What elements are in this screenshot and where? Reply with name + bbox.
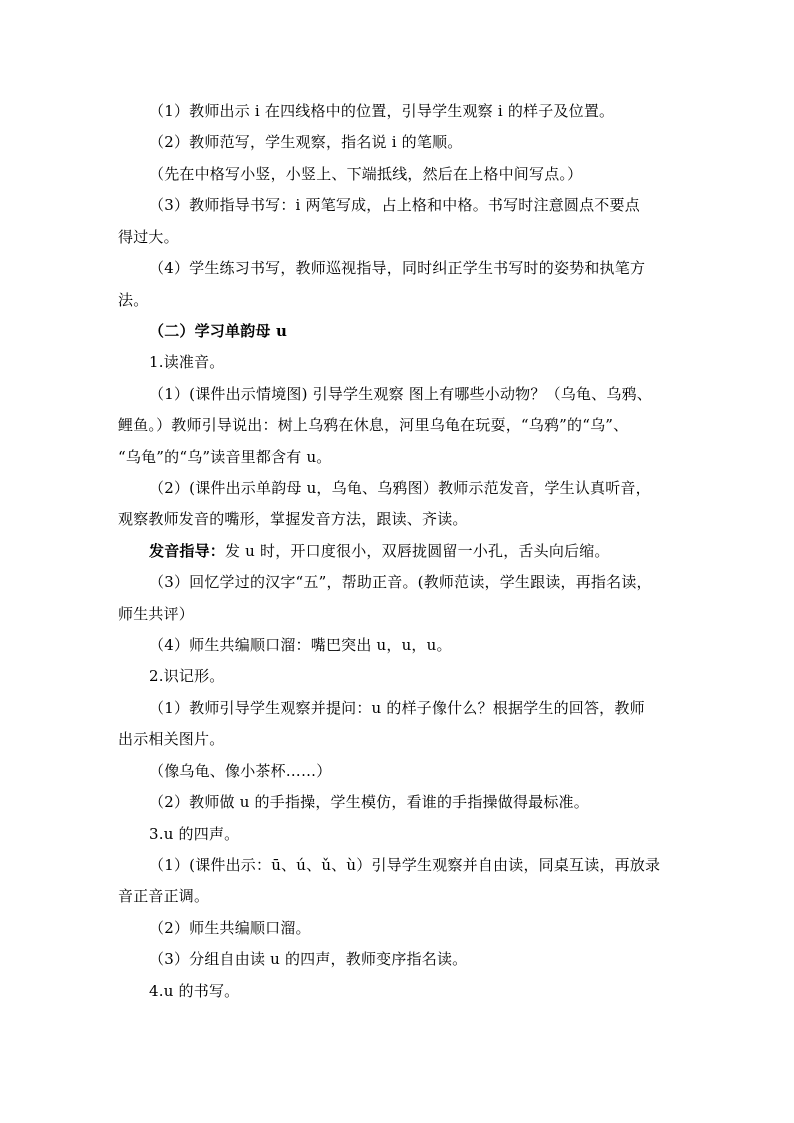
subsection-heading: 4.u 的书写。 bbox=[149, 982, 240, 1000]
paragraph-line: （3）回忆学过的汉字“五”，帮助正音。(教师范读，学生跟读，再指名读， bbox=[149, 573, 652, 591]
paragraph-line: 音正音正调。 bbox=[118, 887, 210, 905]
paragraph-line: “乌龟”的“乌”读音里都含有 u。 bbox=[118, 448, 332, 466]
pronunciation-guide bbox=[149, 541, 679, 561]
paragraph-line: （2）教师范写，学生观察，指名说 i 的笔顺。 bbox=[149, 133, 463, 151]
paragraph-line: （2）师生共编顺口溜。 bbox=[149, 919, 311, 937]
section-heading: （二）学习单韵母 u bbox=[149, 322, 288, 340]
subsection-heading: 2.识记形。 bbox=[149, 667, 225, 685]
paragraph-line: 得过大。 bbox=[118, 228, 179, 246]
pronunciation-guide-label: 发音指导： bbox=[149, 542, 226, 560]
paragraph-line: 出示相关图片。 bbox=[118, 730, 225, 748]
paragraph-line: （先在中格写小竖，小竖上、下端抵线，然后在上格中间写点。） bbox=[149, 165, 583, 183]
paragraph-line: （4）师生共编顺口溜：嘴巴突出 u，u，u。 bbox=[149, 636, 452, 654]
paragraph-line: （1）(课件出示：ū、ú、ǔ、ù）引导学生观察并自由读，同桌互读，再放录 bbox=[149, 856, 661, 874]
paragraph-line: （3）分组自由读 u 的四声，教师变序指名读。 bbox=[149, 950, 468, 968]
paragraph-line: （4）学生练习书写，教师巡视指导，同时纠正学生书写时的姿势和执笔方 bbox=[149, 259, 646, 277]
paragraph-line: （1）(课件出示情境图) 引导学生观察 图上有哪些小动物？（乌龟、乌鸦、 bbox=[149, 385, 652, 403]
paragraph-line: （2）(课件出示单韵母 u，乌龟、乌鸦图）教师示范发音，学生认真听音， bbox=[149, 479, 651, 497]
paragraph-line: 法。 bbox=[118, 291, 149, 309]
paragraph-line: （像乌龟、像小茶杯……） bbox=[149, 762, 332, 780]
paragraph-line: 鲤鱼。）教师引导说出：树上乌鸦在休息，河里乌龟在玩耍，“乌鸦”的“乌”、 bbox=[118, 416, 629, 434]
paragraph-line: （2）教师做 u 的手指操，学生模仿，看谁的手指操做得最标准。 bbox=[149, 793, 589, 811]
subsection-heading: 3.u 的四声。 bbox=[149, 825, 240, 843]
pronunciation-guide-text: 发 u 时，开口度很小，双唇拢圆留一小孔，舌头向后缩。 bbox=[225, 542, 610, 560]
subsection-heading: 1.读准音。 bbox=[149, 353, 225, 371]
paragraph-line: 观察教师发音的嘴形，掌握发音方法，跟读、齐读。 bbox=[118, 510, 468, 528]
paragraph-line: （3）教师指导书写：i 两笔写成，占上格和中格。书写时注意圆点不要点 bbox=[149, 196, 640, 214]
paragraph-line: （1）教师出示 i 在四线格中的位置，引导学生观察 i 的样子及位置。 bbox=[149, 102, 615, 120]
paragraph-line: （1）教师引导学生观察并提问：u 的样子像什么？根据学生的回答，教师 bbox=[149, 699, 645, 717]
paragraph-line: 师生共评） bbox=[118, 605, 195, 623]
